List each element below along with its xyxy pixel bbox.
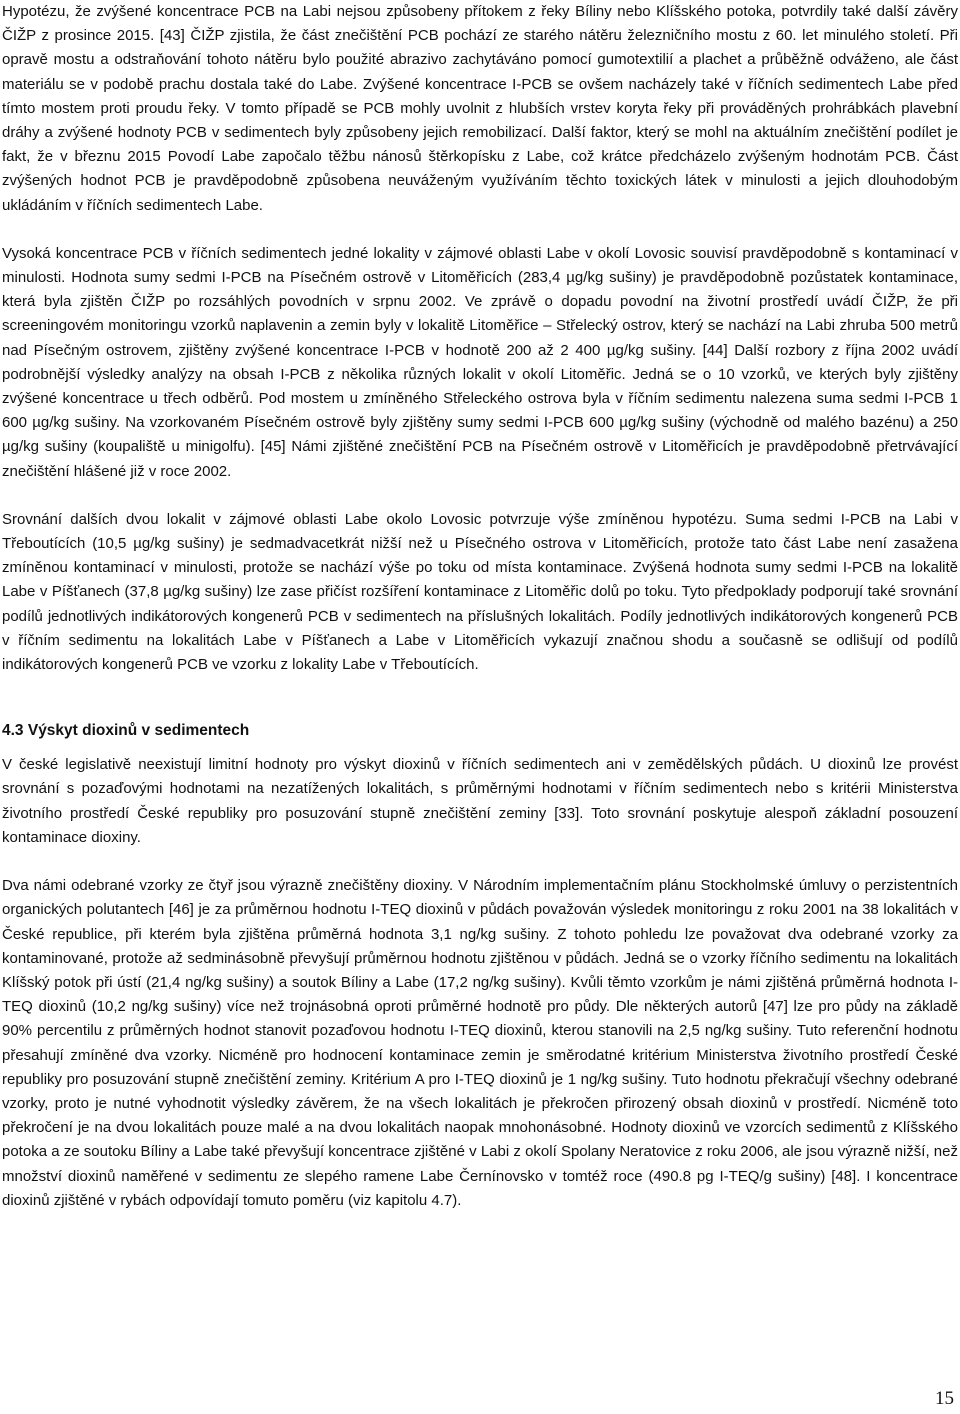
section-heading: 4.3 Výskyt dioxinů v sedimentech (2, 722, 250, 740)
paragraph-dioxin-samples: Dva námi odebrané vzorky ze čtyř jsou výrazně znečištěny dioxiny. V Národním implementačním plánu Stockholmské úmluvy o perzistentních organických polutantech [46] je za průměrnou hodnotu I-TEQ dioxinů v půdách považován výsledek monitoringu z roku 2001 na 38 lokalitách v České republice, při kterém byla zjištěna průměrná hodnota 3,1 ng/kg sušiny. Z tohoto pohledu lze považovat dva odebrané vzorky za kontaminované, protože až sedminásobně převyšují průměrnou hodnotu zjištěnou v půdách. Jedná se o vzorky říčního sedimentu na lokalitách Klíšský potok při ústí (21,4 ng/kg sušiny) a soutok Bíliny a Labe (17,2 ng/kg sušiny). Kvůli těmto vzorkům je námi zjištěná průměrná hodnota I-TEQ dioxinů (10,2 ng/kg sušiny) více než trojnásobná oproti průměrné hodnotě pro půdy. Dle některých autorů [47] lze pro půdy na základě 90% percentilu z průměrných hodnot stanovit pozaďovou hodnotu I-TEQ dioxinů, kterou stanovili na 2,5 ng/kg sušiny. Tuto referenční hodnotu přesahují zmíněné dva vzorky. Nicméně pro hodnocení kontaminace zemin je směrodatné kritérium Ministerstva životního prostředí České republiky pro posuzování stupně znečištění zeminy. Kritérium A pro I-TEQ dioxinů je 1 ng/kg sušiny. Tuto hodnotu překračují všechny odebrané vzorky, proto je nutné vyhodnotit výsledky závěrem, že na všech lokalitách je překročen přirozený obsah dioxinů v prostředí. Nicméně toto překročení je na dvou lokalitách pouze malé a na dvou lokalitách naopak mnohonásobné. Hodnoty dioxinů ve vzorcích sedimentů z Klíšského potoka a ze soutoku Bíliny a Labe také převyšují koncentrace zjištěné v Labi z okolí Spolany Neratovice z roku 2006, ale jsou výrazně nižší, než množství dioxinů naměřené v sedimentu ze slepého ramene Labe Černínovsko v tomtéž roce (490.8 pg I-TEQ/g sušiny) [48]. I koncentrace dioxinů zjištěné v rybách odpovídají tomuto poměru (viz kapitolu 4.7). (2, 877, 958, 1209)
paragraph-pcb-litomerice: Vysoká koncentrace PCB v říčních sedimentech jedné lokality v zájmové oblasti Labe v okolí Lovosic souvisí pravděpodobně s kontaminací v minulosti. Hodnota sumy sedmi I-PCB na Písečném ostrově v Litoměřicích (283,4 µg/kg sušiny) je pravděpodobně pozůstatek kontaminace, která byla zjištěn ČIŽP po rozsáhlých povodních v srpnu 2002. Ve zprávě o dopadu povodní na životní prostředí uvádí ČIŽP, že při screeningovém monitoringu vzorků naplavenin a zemin byly v lokalitě Litoměřice – Střelecký ostrov, který se nachází na Labi zhruba 500 metrů nad Písečným ostrovem, zjištěny zvýšené koncentrace I-PCB v hodnotě 200 až 2 400 µg/kg sušiny. [44] Další rozbory z října 2002 uvádí podrobnější výsledky analýzy na obsah I-PCB z několika různých lokalit v okolí Litoměřic. Jedná se o 10 vzorků, ve kterých byly zjištěny zvýšené koncentrace u třech odběrů. Pod mostem u zmíněného Střeleckého ostrova byla v říčním sedimentu nalezena suma sedmi I-PCB 1 600 µg/kg sušiny. Na vzorkovaném Písečném ostrově byly zjištěny sumy sedmi I-PCB 600 µg/kg sušiny (východně od malého bazénu) a 250 µg/kg sušiny (koupaliště u minigolfu). [45] Námi zjištěné znečištění PCB na Písečném ostrově v Litoměřicích je pravděpodobně přetrvávající znečištění hlášené již v roce 2002. (2, 244, 958, 480)
page-number: 15 (935, 1388, 954, 1409)
paragraph-dioxin-legislation: V české legislativě neexistují limitní hodnoty pro výskyt dioxinů v říčních sedimentech ani v zemědělských půdách. U dioxinů lze provést srovnání s pozaďovými hodnotami na nezatížených lokalitách, s průměrnými hodnotami v říčním sedimentech nebo s kritérii Ministerstva životního prostředí České republiky pro posuzování stupně znečištění zeminy [33]. Toto srovnání poskytuje alespoň základní posouzení kontaminace dioxiny. (2, 756, 958, 846)
document-page (2, 0, 958, 1213)
paragraph-pcb-comparison: Srovnání dalších dvou lokalit v zájmové oblasti Labe okolo Lovosic potvrzuje výše zmíněnou hypotézu. Suma sedmi I-PCB na Labi v Třeboutících (10,5 µg/kg sušiny) je sedmadvacetkrát nižší než u Písečného ostrova v Litoměřicích, protože tato část Labe není zasažena zmíněnou kontaminací v minulosti, protože se nachází výše po toku od místa kontaminace. Zvýšená hodnota sumy sedmi I-PCB na lokalitě Labe v Píšťanech (37,8 µg/kg sušiny) lze zase přičíst rozšíření kontaminace z Litoměřic dolů po toku. Tyto předpoklady podporují také srovnání podílů jednotlivých indikátorových kongenerů PCB v sedimentech na příslušných lokalitách. Podíly jednotlivých indikátorových kongenerů PCB v říčním sedimentu na lokalitách Labe v Píšťanech a Labe v Litoměřicích vykazují značnou shodu a současně se odlišují od podílů indikátorových kongenerů PCB ve vzorku z lokality Labe v Třeboutících. (2, 510, 958, 674)
paragraph-pcb-bridge: Hypotézu, že zvýšené koncentrace PCB na Labi nejsou způsobeny přítokem z řeky Bíliny nebo Klíšského potoka, potvrdily také další závěry ČIŽP z prosince 2015. [43] ČIŽP zjistila, že část znečištění PCB pochází ze starého nátěru železničního mostu z 60. let minulého století. Při opravě mostu a odstraňování tohoto nátěru bylo použité abrazivo zachytáváno pomocí gumotextilií a plachet a průběžně odváženo, ale část materiálu se v podobě prachu dostala také do Labe. Zvýšené koncentrace I-PCB se ovšem nacházely také v říčních sedimentech Labe před tímto mostem proti proudu řeky. V tomto případě se PCB mohly uvolnit z hlubších vrstev koryta řeky při prováděných prohrábkách plavební dráhy a zvýšené hodnoty PCB v sedimentech byly způsobeny jejich remobilizací. Další faktor, který se mohl na aktuálním znečištění podílet je fakt, že v březnu 2015 Povodí Labe započalo těžbu nánosů štěrkopísku z Labe, což krátce předcházelo zvýšeným hodnotám PCB. Část zvýšených hodnot PCB je pravděpodobně způsobena neuváženým využíváním těchto toxických látek v minulosti a jejich dlouhodobým ukládáním v říčních sedimentech Labe. (2, 3, 958, 214)
